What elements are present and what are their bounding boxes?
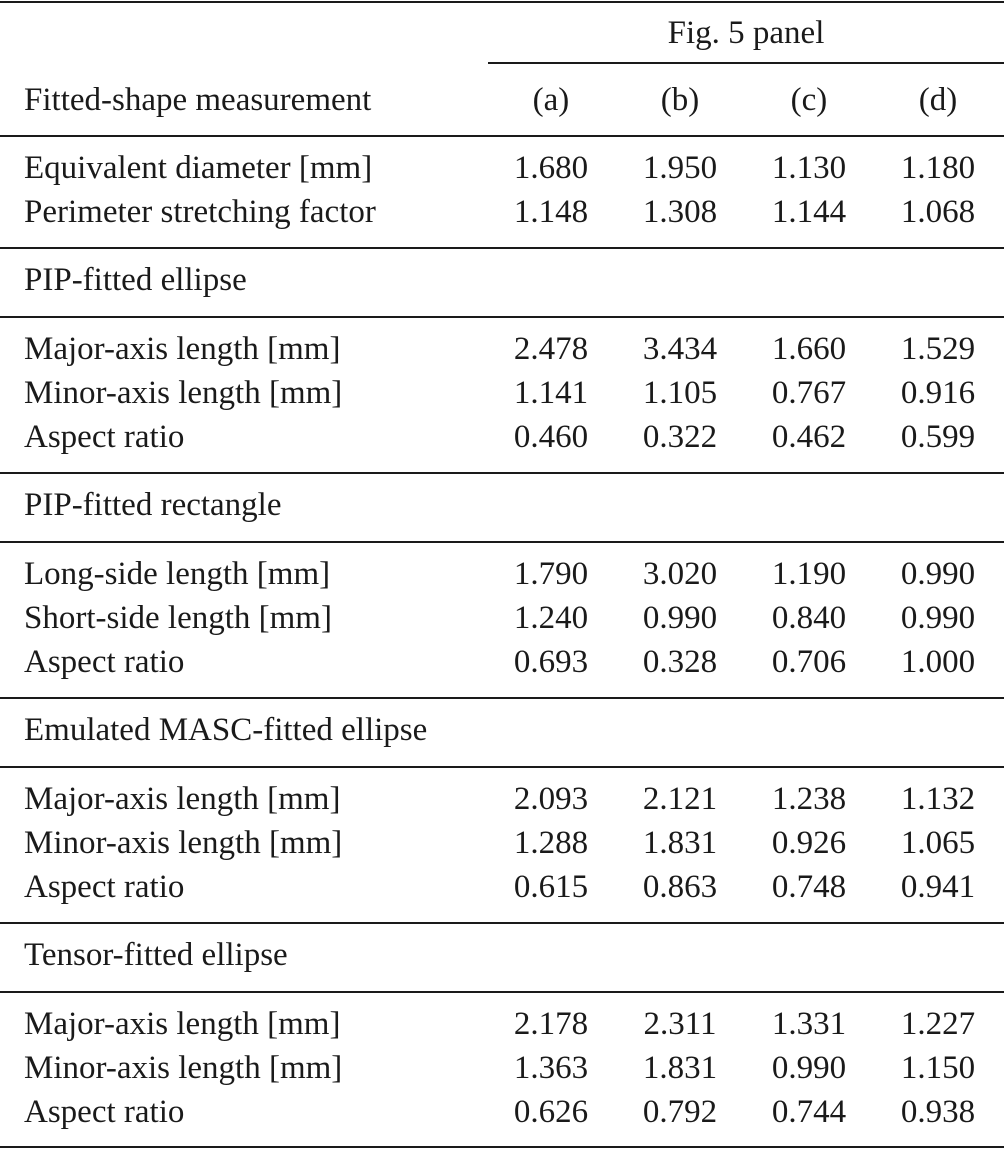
section-rule — [0, 922, 1004, 924]
row-label: Major-axis length [mm] — [24, 781, 341, 817]
table-cell: 1.288 — [513, 825, 589, 861]
table-cell: 1.227 — [900, 1006, 976, 1042]
section-title: PIP-fitted rectangle — [24, 487, 282, 523]
row-label: Minor-axis length [mm] — [24, 825, 343, 861]
table-cell: 1.238 — [771, 781, 847, 817]
table-cell: 0.863 — [642, 869, 718, 905]
table-cell: 0.322 — [642, 419, 718, 455]
table-cell: 0.626 — [513, 1094, 589, 1130]
table-cell: 0.599 — [900, 419, 976, 455]
table-cell: 1.790 — [513, 556, 589, 592]
table-cell: 1.130 — [771, 150, 847, 186]
panel-header-rule — [488, 62, 1004, 64]
row-label: Aspect ratio — [24, 869, 185, 905]
table-cell: 0.328 — [642, 644, 718, 680]
table-cell: 1.363 — [513, 1050, 589, 1086]
row-label: Perimeter stretching factor — [24, 194, 376, 230]
section-rule — [0, 541, 1004, 543]
table-cell: 0.462 — [771, 419, 847, 455]
section-rule — [0, 316, 1004, 318]
table-cell: 0.990 — [642, 600, 718, 636]
row-label-header: Fitted-shape measurement — [24, 82, 372, 118]
table-cell: 0.941 — [900, 869, 976, 905]
section-rule — [0, 247, 1004, 249]
section-title: PIP-fitted ellipse — [24, 262, 247, 298]
table-cell: 1.331 — [771, 1006, 847, 1042]
table-cell: 0.744 — [771, 1094, 847, 1130]
table-cell: 1.190 — [771, 556, 847, 592]
table-cell: 2.311 — [643, 1006, 717, 1042]
row-label: Minor-axis length [mm] — [24, 375, 343, 411]
table-cell: 0.916 — [900, 375, 976, 411]
table-cell: 1.105 — [642, 375, 718, 411]
table-cell: 0.615 — [513, 869, 589, 905]
table-cell: 1.660 — [771, 331, 847, 367]
table-cell: 2.478 — [513, 331, 589, 367]
row-label: Aspect ratio — [24, 419, 185, 455]
row-label: Equivalent diameter [mm] — [24, 150, 373, 186]
row-label: Aspect ratio — [24, 644, 185, 680]
table-cell: 1.132 — [900, 781, 976, 817]
table-cell: 1.240 — [513, 600, 589, 636]
table-cell: 0.693 — [513, 644, 589, 680]
table-cell: 1.065 — [900, 825, 976, 861]
table-cell: 0.792 — [642, 1094, 718, 1130]
panel-group-header: Fig. 5 panel — [667, 15, 825, 51]
table-cell: 1.680 — [513, 150, 589, 186]
column-header-c: (c) — [790, 82, 828, 118]
row-label: Major-axis length [mm] — [24, 331, 341, 367]
row-label: Major-axis length [mm] — [24, 1006, 341, 1042]
header-bottom-rule — [0, 135, 1004, 137]
column-header-d: (d) — [918, 82, 958, 118]
table-cell: 1.000 — [900, 644, 976, 680]
bottom-rule — [0, 1146, 1004, 1148]
table-cell: 0.938 — [900, 1094, 976, 1130]
section-title: Tensor-fitted ellipse — [24, 937, 288, 973]
table-cell: 0.767 — [771, 375, 847, 411]
column-header-b: (b) — [660, 82, 700, 118]
table-cell: 2.121 — [642, 781, 718, 817]
section-rule — [0, 472, 1004, 474]
table-cell: 0.926 — [771, 825, 847, 861]
section-rule — [0, 697, 1004, 699]
row-label: Long-side length [mm] — [24, 556, 331, 592]
table-cell: 1.150 — [900, 1050, 976, 1086]
section-rule — [0, 766, 1004, 768]
table-cell: 2.093 — [513, 781, 589, 817]
table-cell: 0.840 — [771, 600, 847, 636]
table-cell: 3.020 — [642, 556, 718, 592]
table-cell: 0.990 — [900, 556, 976, 592]
row-label: Short-side length [mm] — [24, 600, 332, 636]
table-cell: 1.831 — [642, 1050, 718, 1086]
table-cell: 2.178 — [513, 1006, 589, 1042]
section-title: Emulated MASC-fitted ellipse — [24, 712, 428, 748]
table-cell: 0.748 — [771, 869, 847, 905]
table-cell: 1.148 — [513, 194, 589, 230]
top-rule — [0, 1, 1004, 3]
section-rule — [0, 991, 1004, 993]
table-cell: 1.831 — [642, 825, 718, 861]
column-header-a: (a) — [532, 82, 570, 118]
table-cell: 1.180 — [900, 150, 976, 186]
table-cell: 1.144 — [771, 194, 847, 230]
table-cell: 0.990 — [900, 600, 976, 636]
table-cell: 1.308 — [642, 194, 718, 230]
table-cell: 3.434 — [642, 331, 718, 367]
table-cell: 1.141 — [513, 375, 589, 411]
row-label: Aspect ratio — [24, 1094, 185, 1130]
table-cell: 0.460 — [513, 419, 589, 455]
table-cell: 0.990 — [771, 1050, 847, 1086]
table-cell: 1.950 — [642, 150, 718, 186]
table-cell: 0.706 — [771, 644, 847, 680]
table-cell: 1.529 — [900, 331, 976, 367]
row-label: Minor-axis length [mm] — [24, 1050, 343, 1086]
table-cell: 1.068 — [900, 194, 976, 230]
